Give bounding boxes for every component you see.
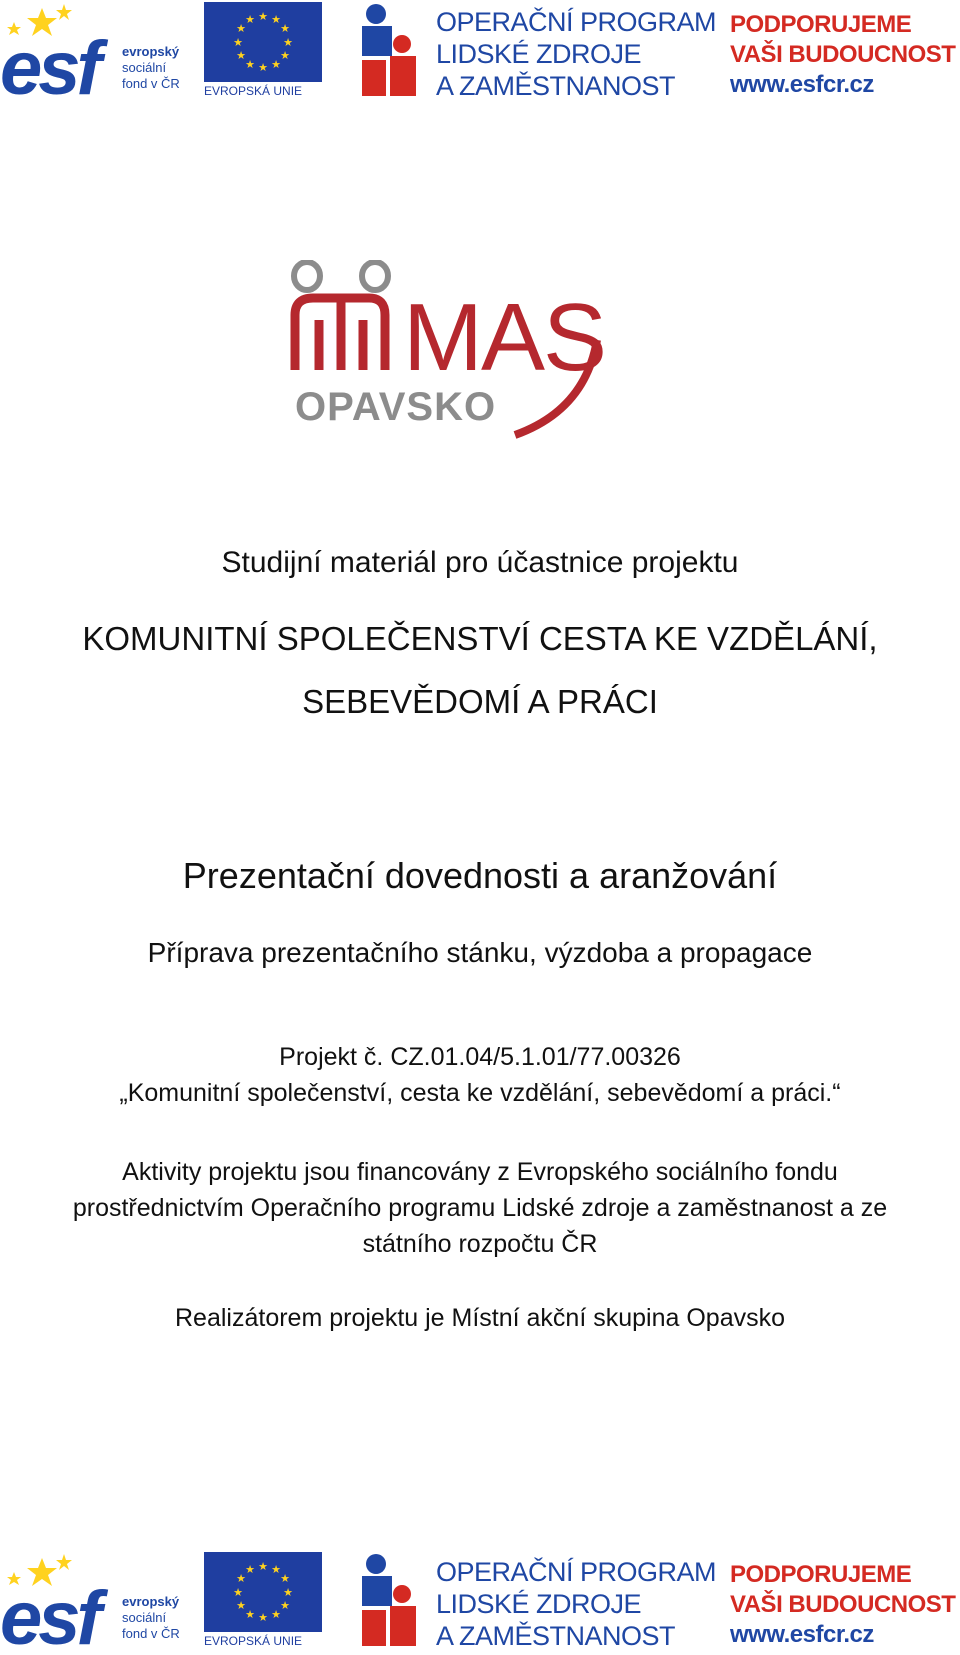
support-text-1: PODPORUJEME (730, 1561, 912, 1588)
svg-text:★: ★ (258, 10, 268, 23)
svg-text:★: ★ (233, 1586, 243, 1599)
implementer-statement: Realizátorem projektu je Místní akční skupina Opavsko (175, 1304, 785, 1332)
esf-text-2: sociální (122, 1610, 167, 1625)
svg-text:★: ★ (283, 1586, 293, 1599)
svg-text:★: ★ (258, 61, 268, 74)
eu-logo-bottom (204, 1550, 322, 1650)
support-logo (730, 0, 960, 100)
project-title-line-2: SEBEVĚDOMÍ A PRÁCI (302, 683, 658, 720)
op-text-2: LIDSKÉ ZDROJE (436, 1589, 642, 1619)
mas-head-left-icon (294, 262, 320, 290)
svg-text:★: ★ (245, 1563, 255, 1576)
svg-text:esf: esf (0, 26, 98, 100)
eu-logo (204, 0, 322, 100)
topic-detail: Příprava prezentačního stánku, výzdoba a propagace (147, 937, 813, 968)
top-logo-banner (0, 0, 960, 100)
svg-text:★: ★ (271, 58, 281, 71)
topic-heading: Prezentační dovednosti a aranžování (182, 855, 778, 896)
svg-text:★: ★ (233, 36, 243, 49)
op-logo-bottom (358, 1550, 717, 1651)
project-name: „Komunitní společenství, cesta ke vzdělání, sebevědomí a práci.“ (119, 1079, 841, 1107)
project-title-line-1: KOMUNITNÍ SPOLEČENSTVÍ CESTA KE VZDĚLÁNÍ, (82, 620, 878, 657)
support-text-1: PODPORUJEME (730, 11, 912, 38)
esf-logo-bottom (0, 1550, 190, 1650)
esf-mark-icon (0, 0, 120, 100)
svg-text:★: ★ (280, 1599, 290, 1612)
eu-flag-icon (204, 2, 322, 82)
svg-text:★: ★ (245, 1608, 255, 1621)
support-text-2: VAŠI BUDOUCNOST (730, 41, 956, 68)
esf-text-1: evropský (122, 44, 180, 59)
support-logo-bottom (730, 1550, 960, 1650)
svg-text:★: ★ (280, 22, 290, 35)
esf-text-2: sociální (122, 60, 167, 75)
esf-text-1: evropský (122, 1594, 180, 1609)
svg-text:★: ★ (283, 36, 293, 49)
op-logo (358, 0, 717, 101)
svg-text:★: ★ (236, 1599, 246, 1612)
svg-text:★: ★ (258, 1560, 268, 1573)
svg-text:★: ★ (236, 22, 246, 35)
esf-mark-icon (0, 1550, 120, 1650)
esf-text-3: fond v ČR (122, 76, 180, 91)
svg-text:★: ★ (245, 13, 255, 26)
esf-logo (0, 0, 190, 100)
svg-text:★: ★ (236, 1572, 246, 1585)
mas-logo-text: MAS (403, 284, 606, 391)
svg-text:esf: esf (0, 1576, 98, 1650)
support-url: www.esfcr.cz (730, 71, 874, 98)
op-text-3: A ZAMĚSTNANOST (436, 71, 676, 101)
op-text-3: A ZAMĚSTNANOST (436, 1621, 676, 1651)
support-text-2: VAŠI BUDOUCNOST (730, 1591, 956, 1618)
funding-line-3: státního rozpočtu ČR (362, 1230, 598, 1258)
svg-text:★: ★ (236, 49, 246, 62)
funding-line-1: Aktivity projektu jsou financovány z Evropského sociálního fondu (122, 1158, 838, 1186)
mas-head-right-icon (362, 262, 388, 290)
op-text-1: OPERAČNÍ PROGRAM (436, 1557, 717, 1587)
support-url: www.esfcr.cz (730, 1621, 874, 1648)
material-subtitle: Studijní materiál pro účastnice projektu (221, 546, 739, 579)
mas-logo-subtext: OPAVSKO (295, 385, 497, 429)
op-figure-icon (358, 1550, 422, 1650)
svg-text:★: ★ (271, 13, 281, 26)
funding-line-2: prostřednictvím Operačního programu Lidské zdroje a zaměstnanost a ze (72, 1194, 888, 1222)
op-text-1: OPERAČNÍ PROGRAM (436, 7, 717, 37)
svg-text:★: ★ (280, 1572, 290, 1585)
op-figure-icon (358, 0, 422, 100)
eu-flag-icon (204, 1552, 322, 1632)
mas-opavsko-logo (285, 260, 625, 445)
svg-text:★: ★ (280, 49, 290, 62)
svg-text:★: ★ (271, 1563, 281, 1576)
svg-text:★: ★ (271, 1608, 281, 1621)
eu-caption: EVROPSKÁ UNIE (204, 84, 303, 98)
esf-text-3: fond v ČR (122, 1626, 180, 1641)
svg-text:★: ★ (245, 58, 255, 71)
svg-text:★: ★ (258, 1611, 268, 1624)
op-text-2: LIDSKÉ ZDROJE (436, 39, 642, 69)
eu-caption: EVROPSKÁ UNIE (204, 1634, 303, 1648)
project-number: Projekt č. CZ.01.04/5.1.01/77.00326 (279, 1043, 681, 1071)
bottom-logo-banner (0, 1550, 960, 1650)
